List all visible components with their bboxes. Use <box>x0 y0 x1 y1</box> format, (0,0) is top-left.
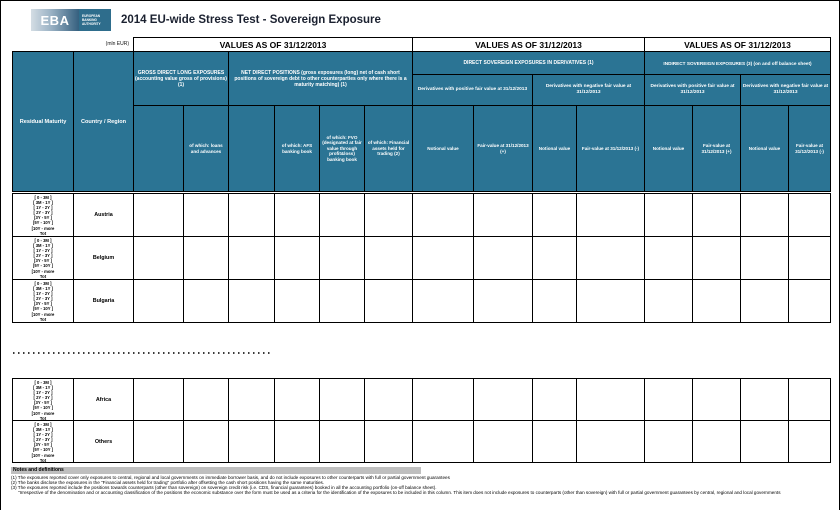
notes-list <box>11 475 833 495</box>
data-cell <box>320 421 364 462</box>
eba-logo-subtext: EUROPEAN BANKING AUTHORITY <box>79 9 111 31</box>
data-cell <box>693 379 740 420</box>
gross-exposures-header: GROSS DIRECT LONG EXPOSURES (accounting value gross of provisions) (1) <box>134 52 228 105</box>
notes-title: Notes and definitions <box>13 467 64 473</box>
fair-value-negative-header: Fair-value at 31/12/2013 (-) <box>789 106 830 191</box>
data-cell <box>365 379 412 420</box>
data-cell <box>275 379 319 420</box>
data-cell <box>693 280 740 322</box>
data-cell <box>413 237 473 279</box>
data-cell <box>365 194 412 236</box>
data-cell <box>533 237 576 279</box>
data-cell <box>184 280 228 322</box>
data-cell <box>413 379 473 420</box>
note-1: (1) The exposures reported cover only exposures to central, regional and local governments on immediate borrower basis, and do not include exposures to other counterparts with full or partial government guarantees <box>11 475 450 480</box>
net-positions-header: NET DIRECT POSITIONS (gross exposures (long) net of cash short positions of sovereign debt to other counterparties only where there is a maturity matching) (1) <box>229 52 412 105</box>
data-cell <box>577 379 644 420</box>
data-cell <box>645 280 692 322</box>
indirect-positive-fv-header: Derivatives with positive fair value at 31/12/2013 <box>645 75 740 105</box>
data-cell <box>275 194 319 236</box>
data-cell <box>789 237 830 279</box>
afs-banking-book-header: of which: AFS banking book <box>275 106 319 191</box>
data-cell <box>229 421 274 462</box>
data-cell <box>789 379 830 420</box>
data-cell <box>741 237 788 279</box>
notes-bar <box>11 467 421 474</box>
data-cell <box>134 421 183 462</box>
data-cell <box>365 280 412 322</box>
data-cell <box>789 194 830 236</box>
data-cell <box>365 421 412 462</box>
country-cell: Others <box>74 421 133 462</box>
data-cell <box>229 280 274 322</box>
maturity-cell: [ 0 - 3M ] [ 3M - 1Y ] [ 1Y - 2Y ] [ 2Y - 3Y ] [3Y - 5Y ] [5Y - 10Y ] [10Y - more Tot <box>13 194 73 236</box>
data-cell <box>275 237 319 279</box>
data-cell <box>474 379 532 420</box>
data-cell <box>741 379 788 420</box>
notional-value-header: Notional value <box>533 106 576 191</box>
data-cell <box>275 421 319 462</box>
data-cell <box>533 379 576 420</box>
data-cell <box>413 421 473 462</box>
direct-derivatives-header: DIRECT SOVEREIGN EXPOSURES IN DERIVATIVES (1) <box>413 52 644 74</box>
data-cell <box>741 194 788 236</box>
country-region-header: Country / Region <box>74 52 133 191</box>
country-cell: Africa <box>74 379 133 420</box>
sovereign-table-bottom <box>12 378 831 463</box>
maturity-cell: [ 0 - 3M ] [ 3M - 1Y ] [ 1Y - 2Y ] [ 2Y - 3Y ] [3Y - 5Y ] [5Y - 10Y ] [10Y - more Tot <box>13 237 73 279</box>
data-cell <box>229 237 274 279</box>
data-cell <box>413 194 473 236</box>
note-2: (2) The banks disclose the exposures in the "Financial assets held for trading" portfolio after offsetting the cash short positions having the same maturities. <box>11 480 325 485</box>
values-header-2: VALUES AS OF 31/12/2013 <box>412 37 645 52</box>
data-cell <box>320 379 364 420</box>
deriv-positive-fv-header: Derivatives with positive fair value at 31/12/2013 <box>413 75 532 105</box>
data-cell <box>134 379 183 420</box>
notional-value-header: Notional value <box>741 106 788 191</box>
data-cell <box>134 280 183 322</box>
table-header <box>12 51 831 192</box>
data-cell <box>645 379 692 420</box>
data-cell <box>134 194 183 236</box>
notional-value-header: Notional value <box>645 106 692 191</box>
data-cell <box>577 237 644 279</box>
note-4: "Irrespective of the denomination and or accounting classification of the positions the economic substance over the form must be used as a criteria for the identification of the exposures to be included in this column. This item does not include exposures to counterparts (other than sovereign) with full or partial government guarantees by central, regional and local governments <box>18 490 781 495</box>
dotted-separator <box>13 352 271 354</box>
gross-spacer-cell <box>134 106 183 191</box>
fair-value-positive-header: Fair-value at 31/12/2013 (+) <box>693 106 740 191</box>
data-cell <box>533 280 576 322</box>
eba-logo-text: EBA <box>31 9 79 31</box>
data-cell <box>474 421 532 462</box>
data-cell <box>693 421 740 462</box>
data-cell <box>533 194 576 236</box>
data-cell <box>320 280 364 322</box>
data-cell <box>413 280 473 322</box>
data-cell <box>741 421 788 462</box>
data-cell <box>474 280 532 322</box>
data-cell <box>577 194 644 236</box>
data-cell <box>275 280 319 322</box>
residual-maturity-header: Residual Maturity <box>13 52 73 191</box>
data-cell <box>693 194 740 236</box>
data-cell <box>577 421 644 462</box>
values-header-1: VALUES AS OF 31/12/2013 <box>133 37 413 52</box>
country-cell: Belgium <box>74 237 133 279</box>
maturity-cell: [ 0 - 3M ] [ 3M - 1Y ] [ 1Y - 2Y ] [ 2Y - 3Y ] [3Y - 5Y ] [5Y - 10Y ] [10Y - more Tot <box>13 379 73 420</box>
data-cell <box>474 237 532 279</box>
note-3: (3) The exposures reported include the positions towards counterparts (other than sovereign) on sovereign credit risk (i.e. CDS, financial guarantees) booked in all the accounting portfolio (on-off balance sheet). <box>11 485 437 490</box>
data-cell <box>645 421 692 462</box>
data-cell <box>474 194 532 236</box>
data-cell <box>184 421 228 462</box>
data-cell <box>789 280 830 322</box>
data-cell <box>184 194 228 236</box>
net-spacer-cell <box>229 106 274 191</box>
data-cell <box>320 194 364 236</box>
data-cell <box>229 194 274 236</box>
country-cell: Bulgaria <box>74 280 133 322</box>
data-cell <box>229 379 274 420</box>
deriv-negative-fv-header: Derivatives with negative fair value at 31/12/2013 <box>533 75 644 105</box>
data-cell <box>320 237 364 279</box>
indirect-exposures-header: INDIRECT SOVEREIGN EXPOSURES (3) (on and off balance sheet) <box>645 52 830 74</box>
loans-advances-header: of which: loans and advances <box>184 106 228 191</box>
maturity-cell: [ 0 - 3M ] [ 3M - 1Y ] [ 1Y - 2Y ] [ 2Y - 3Y ] [3Y - 5Y ] [5Y - 10Y ] [10Y - more Tot <box>13 421 73 462</box>
fvo-banking-book-header: of which: FVO (designated at fair value through profit&loss) banking book <box>320 106 364 191</box>
indirect-negative-fv-header: Derivatives with negative fair value at 31/12/2013 <box>741 75 830 105</box>
data-cell <box>789 421 830 462</box>
fair-value-positive-header: Fair-value at 31/12/2013 (+) <box>474 106 532 191</box>
data-cell <box>693 237 740 279</box>
data-cell <box>533 421 576 462</box>
hft-assets-header: of which: Financial assets held for trading (2) <box>365 106 412 191</box>
maturity-cell: [ 0 - 3M ] [ 3M - 1Y ] [ 1Y - 2Y ] [ 2Y - 3Y ] [3Y - 5Y ] [5Y - 10Y ] [10Y - more Tot <box>13 280 73 322</box>
data-cell <box>645 194 692 236</box>
data-cell <box>134 237 183 279</box>
data-cell <box>645 237 692 279</box>
sovereign-table-top <box>12 193 831 323</box>
data-cell <box>184 237 228 279</box>
notional-value-header: Notional value <box>413 106 473 191</box>
page-title: 2014 EU-wide Stress Test - Sovereign Exposure <box>121 14 381 26</box>
country-cell: Austria <box>74 194 133 236</box>
eba-logo <box>31 9 111 31</box>
unit-label: (mln EUR) <box>105 41 129 47</box>
data-cell <box>741 280 788 322</box>
fair-value-negative-header: Fair-value at 31/12/2013 (-) <box>577 106 644 191</box>
values-header-3: VALUES AS OF 31/12/2013 <box>644 37 831 52</box>
data-cell <box>184 379 228 420</box>
data-cell <box>577 280 644 322</box>
data-cell <box>365 237 412 279</box>
